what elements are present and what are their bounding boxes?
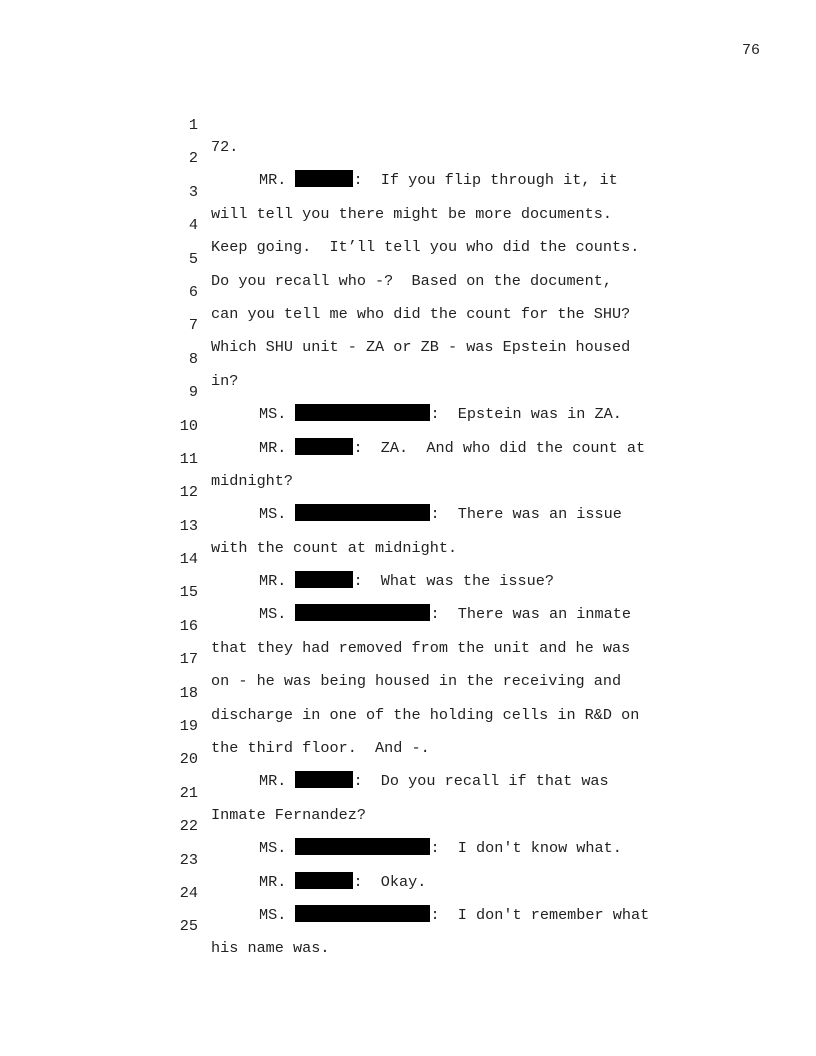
transcript-line xyxy=(0,726,816,791)
line-number: 5 xyxy=(188,249,198,268)
line-text: Inmate Fernandez? xyxy=(211,805,366,824)
line-text: : I don't remember what xyxy=(430,905,650,924)
line-text: can you tell me who did the count for the SHU? xyxy=(211,304,631,323)
transcript-line xyxy=(0,92,816,156)
transcript-line xyxy=(0,159,816,223)
transcript-line xyxy=(0,259,816,323)
speaker-label: MR. xyxy=(259,171,287,190)
line-number: 2 xyxy=(188,149,198,168)
line-number: 16 xyxy=(179,616,198,635)
line-text: : Okay. xyxy=(353,872,427,891)
line-number: 19 xyxy=(179,717,198,736)
line-text: will tell you there might be more documents. xyxy=(211,204,613,223)
line-text: midnight? xyxy=(211,471,294,490)
line-number: 23 xyxy=(179,850,198,869)
transcript-line xyxy=(0,125,816,190)
speaker-label: MS. xyxy=(259,505,287,524)
line-text: Keep going. It’ll tell you who did the counts. xyxy=(211,238,640,257)
transcript-line xyxy=(0,393,816,457)
speaker-label: MR. xyxy=(259,772,287,791)
transcript-body xyxy=(0,92,816,958)
transcript-line xyxy=(0,693,816,758)
line-text: : If you flip through it, it xyxy=(353,171,618,190)
line-number: 7 xyxy=(188,316,198,335)
transcript-line xyxy=(0,359,816,424)
speaker-label: MR. xyxy=(259,872,287,891)
line-text: : Epstein was in ZA. xyxy=(430,405,622,424)
transcript-line xyxy=(0,493,816,557)
line-text: discharge in one of the holding cells in R&D on xyxy=(211,705,640,724)
line-text: Which SHU unit - ZA or ZB - was Epstein housed xyxy=(211,338,631,357)
transcript-line xyxy=(0,226,816,290)
transcript-line xyxy=(0,459,816,524)
line-text: with the count at midnight. xyxy=(211,538,458,557)
transcript-line xyxy=(0,559,816,624)
line-number: 13 xyxy=(179,516,198,535)
line-number: 18 xyxy=(179,683,198,702)
transcript-line xyxy=(0,292,816,357)
line-number: 12 xyxy=(179,483,198,502)
page-number: 76 xyxy=(742,42,761,59)
line-text: Do you recall who -? Based on the document, xyxy=(211,271,613,290)
line-text: : There was an inmate xyxy=(430,605,631,624)
line-text: his name was. xyxy=(211,939,330,958)
speaker-label: MS. xyxy=(259,839,287,858)
transcript-line xyxy=(0,526,816,591)
transcript-line xyxy=(0,893,816,958)
line-number: 17 xyxy=(179,650,198,669)
line-text: : Do you recall if that was xyxy=(353,772,609,791)
line-text: the third floor. And -. xyxy=(211,739,430,758)
line-number: 8 xyxy=(188,349,198,368)
line-text: : What was the issue? xyxy=(353,572,554,591)
transcript-line xyxy=(0,326,816,390)
speaker-label: MS. xyxy=(259,605,287,624)
speaker-label: MR. xyxy=(259,572,287,591)
speaker-label: MS. xyxy=(259,905,287,924)
speaker-label: MR. xyxy=(259,438,287,457)
line-text: : There was an issue xyxy=(430,505,622,524)
transcript-line xyxy=(0,626,816,691)
line-text: 72. xyxy=(211,138,239,156)
line-number: 15 xyxy=(179,583,198,602)
line-text: : ZA. And who did the count at xyxy=(353,438,646,457)
line-number: 9 xyxy=(188,383,198,402)
transcript-line xyxy=(0,192,816,257)
transcript-line xyxy=(0,593,816,657)
line-number: 22 xyxy=(179,817,198,836)
line-number: 4 xyxy=(188,216,198,235)
line-number: 24 xyxy=(179,883,198,902)
transcript-line xyxy=(0,426,816,490)
transcript-line xyxy=(0,660,816,724)
line-number: 3 xyxy=(188,182,198,201)
line-number: 6 xyxy=(188,282,198,301)
line-number: 25 xyxy=(179,917,198,936)
line-text: on - he was being housed in the receiving and xyxy=(211,672,622,691)
line-number: 1 xyxy=(188,116,198,134)
transcript-line xyxy=(0,827,816,891)
transcript-line xyxy=(0,860,816,924)
line-text: : I don't know what. xyxy=(430,839,622,858)
line-number: 21 xyxy=(179,783,198,802)
line-number: 10 xyxy=(179,416,198,435)
line-text: in? xyxy=(211,371,239,390)
transcript-line xyxy=(0,793,816,858)
transcript-line xyxy=(0,760,816,824)
speaker-label: MS. xyxy=(259,405,287,424)
line-number: 20 xyxy=(179,750,198,769)
line-number: 11 xyxy=(179,449,198,468)
line-text: that they had removed from the unit and he was xyxy=(211,638,631,657)
line-number: 14 xyxy=(179,550,198,569)
